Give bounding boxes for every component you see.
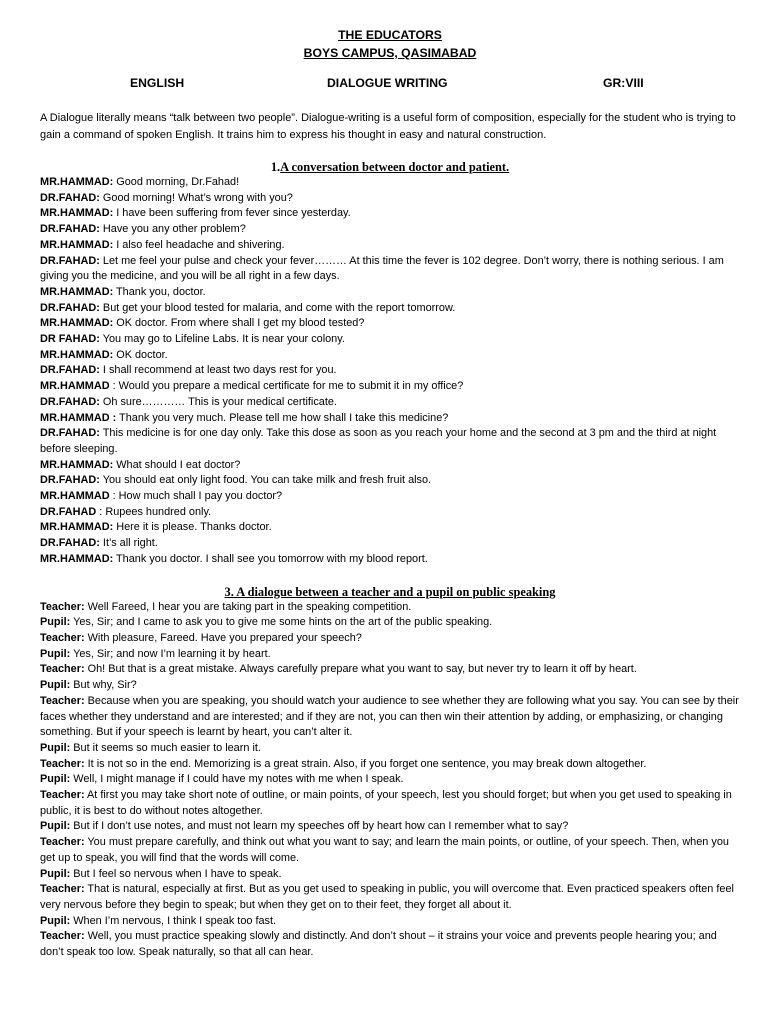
dialogue-text: I shall recommend at least two days rest for you.: [99, 364, 337, 377]
dialogue-line: [40, 835, 740, 866]
campus-name: BOYS CAMPUS, QASIMABAD: [303, 46, 477, 60]
dialogue-line: [40, 254, 740, 285]
dialogue-text: Well Fareed, I hear you are taking part in the speaking competition.: [84, 600, 412, 613]
speaker-label: Teacher:: [40, 930, 85, 943]
dialogue-line: [40, 285, 740, 301]
dialogue-line: [40, 473, 740, 489]
dialogue-line: [40, 363, 740, 379]
dialogue-line: [40, 411, 740, 427]
speaker-label: MR.HAMMAD:: [40, 285, 114, 298]
section3-title: 3. A dialogue between a teacher and a pupil on public speaking: [224, 584, 556, 599]
speaker-label: MR.HAMMAD:: [40, 207, 114, 220]
dialogue-line: [40, 238, 740, 254]
dialogue-line: [40, 929, 740, 960]
speaker-label: Teacher:: [40, 883, 85, 896]
dialogue-line: [40, 348, 740, 364]
dialogue-line: [40, 694, 740, 741]
dialogue-text: I also feel headache and shivering.: [113, 238, 285, 251]
dialogue-line: [40, 631, 740, 647]
speaker-label: DR.FAHAD:: [40, 254, 100, 267]
dialogue-line: [40, 191, 740, 207]
dialogue-line: [40, 536, 740, 552]
dialogue-text: : Rupees hundred only.: [96, 505, 212, 518]
speaker-label: Pupil:: [40, 647, 71, 660]
dialogue-text: Thank you, doctor.: [113, 285, 206, 298]
dialogue-line: [40, 222, 740, 238]
dialogue-line: [40, 458, 740, 474]
dialogue-text: You must prepare carefully, and think out what you want to say; and learn the main points, or outline, of your speech. Then, when you get up to speak, you will find that the words will come.: [40, 836, 729, 864]
dialogue-text: Thank you doctor. I shall see you tomorrow with my blood report.: [113, 552, 428, 565]
speaker-label: Teacher:: [40, 757, 85, 770]
speaker-label: Teacher:: [40, 789, 85, 802]
dialogue-line: [40, 867, 740, 883]
dialogue-text: I have been suffering from fever since yesterday.: [113, 207, 351, 220]
dialogue-text: It is not so in the end. Memorizing is a great strain. Also, if you forget one sentence, you may break down altogether.: [84, 757, 647, 770]
document-page: [40, 26, 740, 961]
speaker-label: DR.FAHAD:: [40, 301, 100, 314]
speaker-label: MR.HAMMAD:: [40, 176, 114, 188]
dialogue-line: [40, 615, 740, 631]
dialogue-line: [40, 332, 740, 348]
dialogue-line: [40, 757, 740, 773]
section1-dialogue: [40, 175, 740, 568]
speaker-label: Teacher:: [40, 600, 85, 613]
dialogue-text: Yes, Sir; and now I’m learning it by heart.: [70, 647, 271, 660]
speaker-label: MR.HAMMAD:: [40, 521, 114, 534]
speaker-label: DR.FAHAD:: [40, 427, 100, 440]
subject-label: ENGLISH: [130, 76, 185, 90]
dialogue-text: That is natural, especially at first. But as you get used to speaking in public, you will overcome that. Even practiced speakers often feel very nervous before they begin to speak; but when they get on to their feet, they forget all about it.: [40, 883, 734, 911]
dialogue-text: It’s all right.: [99, 537, 158, 550]
speaker-label: Pupil:: [40, 820, 71, 833]
speaker-label: Pupil:: [40, 679, 71, 692]
dialogue-line: [40, 662, 740, 678]
dialogue-line: [40, 395, 740, 411]
speaker-label: Teacher:: [40, 663, 85, 676]
dialogue-text: OK doctor. From where shall I get my blood tested?: [113, 317, 365, 330]
dialogue-line: [40, 505, 740, 521]
speaker-label: MR.HAMMAD:: [40, 238, 114, 251]
dialogue-text: What should I eat doctor?: [113, 458, 241, 471]
section1-title: A conversation between doctor and patient.: [280, 160, 510, 174]
dialogue-text: Here it is please. Thanks doctor.: [113, 521, 272, 534]
speaker-label: DR FAHAD:: [40, 333, 100, 346]
dialogue-text: Oh sure………… This is your medical certificate.: [99, 395, 337, 408]
speaker-label: Pupil:: [40, 773, 71, 786]
intro-paragraph: A Dialogue literally means “talk between two people”. Dialogue-writing is a useful form of composition, especially for the student who is trying to gain a command of spoken English. It trains him to express his thought in easy and natural construction.: [40, 112, 736, 141]
dialogue-text: But get your blood tested for malaria, and come with the report tomorrow.: [99, 301, 456, 314]
dialogue-text: Let me feel your pulse and check your fever……… At this time the fever is 102 degree. Don’t worry, there is nothing serious. I am giving you the medicine, and you will be all right in a few days.: [40, 254, 724, 283]
dialogue-text: Because when you are speaking, you should watch your audience to see whether they are following what you say. You can see by their faces whether they understand and are interested; and if they are not, you can then win their attention by adding, or emphasizing, or changing something. But if your speech is learnt by heart, you can’t alter it.: [40, 694, 739, 739]
section3-dialogue: [40, 600, 740, 961]
dialogue-text: But it seems so much easier to learn it.: [70, 741, 261, 754]
section1-heading: [40, 159, 740, 175]
dialogue-line: [40, 316, 740, 332]
dialogue-line: [40, 647, 740, 663]
speaker-label: MR.HAMMAD :: [40, 411, 117, 424]
dialogue-text: But if I don’t use notes, and must not learn my speeches off by heart how can I remember what to say?: [70, 820, 569, 833]
dialogue-text: You may go to Lifeline Labs. It is near your colony.: [99, 333, 345, 346]
speaker-label: DR.FAHAD:: [40, 191, 100, 204]
dialogue-text: : Would you prepare a medical certificate for me to submit it in my office?: [109, 380, 464, 393]
speaker-label: DR.FAHAD:: [40, 537, 100, 550]
speaker-label: MR.HAMMAD:: [40, 317, 114, 330]
dialogue-text: Have you any other problem?: [99, 223, 246, 236]
dialogue-text: Good morning! What’s wrong with you?: [99, 191, 293, 204]
dialogue-line: [40, 882, 740, 913]
speaker-label: DR.FAHAD:: [40, 364, 100, 377]
dialogue-line: [40, 600, 740, 616]
speaker-label: Pupil:: [40, 741, 71, 754]
dialogue-text: With pleasure, Fareed. Have you prepared your speech?: [84, 631, 362, 644]
section1-number: 1.: [270, 160, 281, 174]
dialogue-line: [40, 379, 740, 395]
topic-label: DIALOGUE WRITING: [327, 76, 448, 90]
dialogue-line: [40, 914, 740, 930]
speaker-label: MR.HAMMAD: [40, 490, 110, 503]
dialogue-line: [40, 788, 740, 819]
speaker-label: Pupil:: [40, 867, 71, 880]
speaker-label: Teacher:: [40, 836, 85, 849]
speaker-label: DR.FAHAD:: [40, 223, 100, 236]
dialogue-line: [40, 489, 740, 505]
dialogue-line: [40, 426, 740, 457]
dialogue-text: Oh! But that is a great mistake. Always carefully prepare what you want to say, but never try to learn it off by heart.: [84, 663, 637, 676]
dialogue-line: [40, 301, 740, 317]
dialogue-text: : How much shall I pay you doctor?: [109, 490, 283, 503]
dialogue-text: Good morning, Dr.Fahad!: [113, 176, 240, 188]
speaker-label: DR.FAHAD: [40, 505, 97, 518]
speaker-label: MR.HAMMAD:: [40, 552, 114, 565]
dialogue-text: Well, I might manage if I could have my notes with me when I speak.: [70, 773, 404, 786]
speaker-label: Teacher:: [40, 631, 85, 644]
dialogue-text: Thank you very much. Please tell me how shall I take this medicine?: [116, 411, 449, 424]
dialogue-text: But why, Sir?: [70, 679, 137, 692]
subject-row: [40, 76, 740, 94]
dialogue-text: You should eat only light food. You can take milk and fresh fruit also.: [99, 474, 432, 487]
dialogue-line: [40, 678, 740, 694]
dialogue-line: [40, 819, 740, 835]
dialogue-text: OK doctor.: [113, 348, 168, 361]
speaker-label: Pupil:: [40, 914, 71, 927]
dialogue-text: Well, you must practice speaking slowly and distinctly. And don’t shout – it strains your voice and prevents people hearing you; and don’t speak too low. Speak naturally, so that all can hear.: [40, 930, 717, 959]
dialogue-text: At first you may take short note of outline, or main points, of your speech, lest you should forget; but when you get used to speaking in public, it is best to do without notes altogether.: [40, 789, 732, 817]
school-name: THE EDUCATORS: [338, 28, 442, 42]
dialogue-line: [40, 175, 740, 191]
dialogue-text: But I feel so nervous when I have to speak.: [70, 867, 282, 880]
speaker-label: DR.FAHAD:: [40, 474, 100, 487]
speaker-label: Teacher:: [40, 694, 85, 707]
speaker-label: DR.FAHAD:: [40, 395, 100, 408]
grade-label: GR:VIII: [603, 76, 644, 90]
speaker-label: MR.HAMMAD:: [40, 348, 114, 361]
dialogue-line: [40, 741, 740, 757]
dialogue-line: [40, 520, 740, 536]
dialogue-text: This medicine is for one day only. Take this dose as soon as you reach your home and the second at 3 pm and the third at night before sleeping.: [40, 427, 717, 455]
speaker-label: MR.HAMMAD:: [40, 458, 114, 471]
speaker-label: Pupil:: [40, 616, 71, 629]
dialogue-text: Yes, Sir; and I came to ask you to give me some hints on the art of the public speaking.: [70, 616, 493, 629]
section3-heading: [40, 584, 740, 600]
dialogue-line: [40, 206, 740, 222]
dialogue-line: [40, 772, 740, 788]
speaker-label: MR.HAMMAD: [40, 380, 110, 393]
dialogue-line: [40, 552, 740, 568]
dialogue-text: When I’m nervous, I think I speak too fast.: [70, 914, 277, 927]
